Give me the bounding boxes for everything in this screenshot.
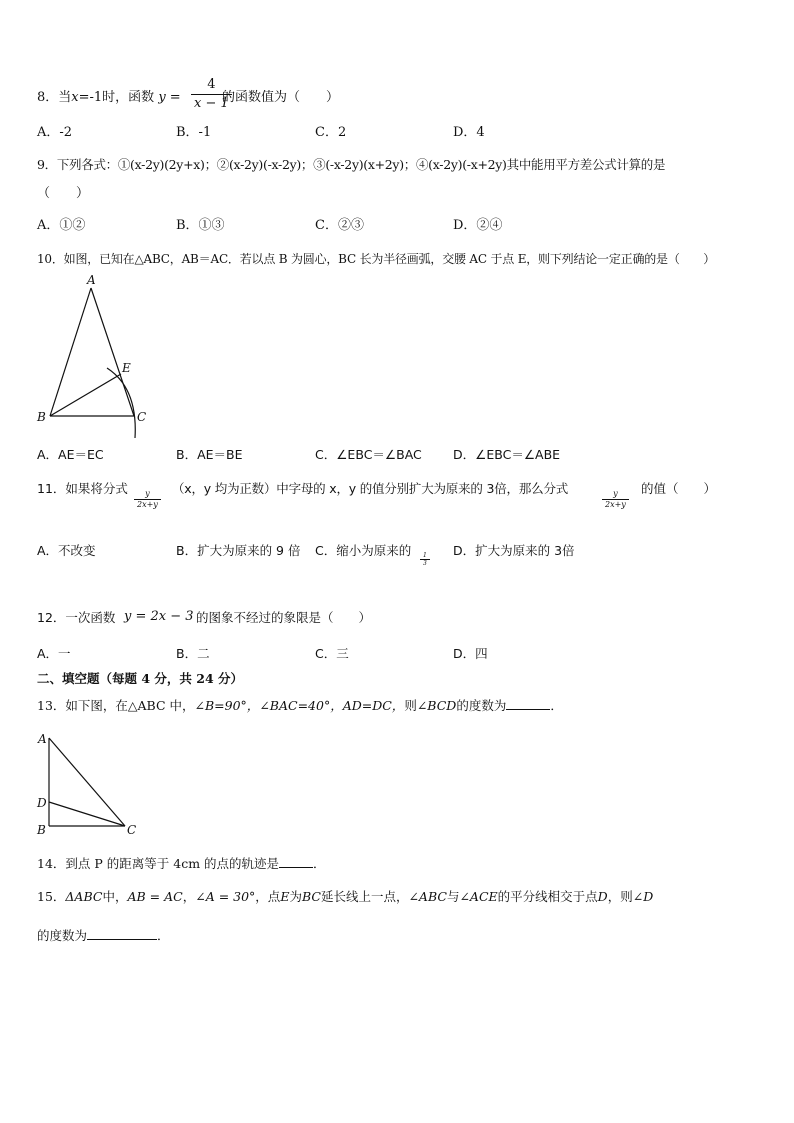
q13-angle-b: ∠B=90°， bbox=[194, 698, 260, 713]
q14-text: 14．到点 P 的距离等于 4cm 的点的轨迹是 bbox=[37, 856, 280, 871]
q11-option-c-denominator: 3 bbox=[420, 559, 430, 567]
q10-label-e: E bbox=[122, 361, 131, 375]
q12-prefix: 12．一次函数 bbox=[37, 610, 116, 625]
q15-text-3: ，点 bbox=[255, 889, 281, 904]
q10-segment-be bbox=[50, 374, 121, 416]
q15-text-4: 为 bbox=[289, 889, 302, 904]
q8-condition: =-1时，函数 bbox=[78, 90, 155, 105]
q8-fraction-denominator: x − 1 bbox=[191, 94, 232, 113]
q11-option-a: A．不改变 bbox=[37, 543, 96, 558]
q9-option-a: A．①② bbox=[37, 218, 86, 233]
q12-option-c: C．三 bbox=[315, 646, 349, 661]
q14-answer-blank[interactable] bbox=[279, 855, 313, 868]
q10-side-ab bbox=[50, 288, 91, 416]
q15-number: 15． bbox=[37, 889, 66, 904]
q9-option-c: C．②③ bbox=[315, 218, 364, 233]
q8-option-a: A．-2 bbox=[37, 125, 73, 140]
q10-option-b: B．AE＝BE bbox=[176, 447, 243, 462]
question-15-line2 bbox=[37, 927, 170, 944]
q11-fraction-2-denominator: 2x+y bbox=[602, 499, 629, 510]
q12-suffix: 的图象不经过的象限是（ ） bbox=[196, 610, 372, 625]
q8-suffix: 的函数值为（ ） bbox=[222, 90, 340, 105]
q10-option-d: D．∠EBC＝∠ABE bbox=[453, 447, 561, 462]
q15-degree-text: 的度数为 bbox=[37, 928, 88, 943]
q10-label-b: B bbox=[37, 410, 46, 424]
q13-angle-bcd: ∠BCD bbox=[416, 698, 457, 713]
q12-option-b: B．二 bbox=[176, 646, 210, 661]
q12-function: y = 2x − 3 bbox=[124, 609, 194, 624]
q10-text: 10．如图，已知在△ABC，AB＝AC．若以点 B 为圆心，BC 长为半径画弧，交腰 AC 于点 E，则下列结论一定正确的是（ ） bbox=[37, 252, 716, 266]
q11-fraction-2 bbox=[602, 489, 629, 510]
q11-fraction-1 bbox=[134, 489, 161, 510]
q9-text-line1: 9．下列各式：①(x-2y)(2y+x)；②(x-2y)(-x-2y)；③(-x-2y)(x+2y)；④(x-2y)(-x+2y)其中能用平方差公式计算的是 bbox=[37, 157, 666, 172]
q15-text-2: ， bbox=[182, 889, 196, 904]
q8-option-d: D．4 bbox=[453, 125, 485, 140]
q13-then: 则 bbox=[404, 698, 417, 713]
q15-answer-blank[interactable] bbox=[87, 927, 157, 940]
q9-option-d: D．②④ bbox=[453, 218, 503, 233]
q11-suffix: 的值（ ） bbox=[641, 481, 717, 496]
q11-fraction-2-numerator: y bbox=[613, 489, 618, 498]
q13-end: ． bbox=[550, 698, 563, 713]
q8-option-c: C．2 bbox=[315, 125, 347, 140]
q12-option-a: A．一 bbox=[37, 646, 71, 661]
q13-prefix: 13．如下图，在△ABC 中， bbox=[37, 698, 195, 713]
q15-angle-ace: ∠ACE bbox=[459, 889, 498, 904]
q11-fraction-1-numerator: y bbox=[145, 489, 150, 498]
q11-option-c-fraction bbox=[420, 552, 430, 567]
question-13 bbox=[37, 697, 563, 714]
q15-point-e: E bbox=[280, 889, 290, 904]
q10-option-c: C．∠EBC＝∠BAC bbox=[315, 447, 422, 462]
q8-y-equals: y = bbox=[158, 90, 181, 105]
q15-text-7: 的平分线相交于点 bbox=[497, 889, 598, 904]
q11-option-d: D．扩大为原来的 3倍 bbox=[453, 543, 575, 558]
q10-option-a: A．AE＝EC bbox=[37, 447, 104, 462]
q8-option-b: B．-1 bbox=[176, 125, 212, 140]
q13-degree-text: 的度数为 bbox=[456, 698, 507, 713]
q13-triangle-figure bbox=[30, 728, 150, 838]
q13-label-a: A bbox=[38, 732, 47, 746]
q10-label-c: C bbox=[137, 410, 147, 424]
q13-angle-bac: ∠BAC=40°， bbox=[259, 698, 343, 713]
q13-answer-blank[interactable] bbox=[506, 697, 550, 710]
q15-bc: BC bbox=[301, 889, 321, 904]
q15-ab-ac: AB = AC bbox=[127, 889, 183, 904]
q8-prefix: 8．当 bbox=[37, 90, 72, 105]
q11-middle-text: （x，y 均为正数）中字母的 x，y 的值分别扩大为原来的 3倍，那么分式 bbox=[172, 481, 569, 496]
q13-ad-dc: AD=DC， bbox=[342, 698, 405, 713]
q11-prefix: 11．如果将分式 bbox=[37, 481, 128, 496]
q13-label-d: D bbox=[37, 796, 47, 810]
q13-label-b: B bbox=[37, 823, 46, 837]
q10-side-ac bbox=[91, 288, 134, 416]
q10-label-a: A bbox=[87, 273, 96, 287]
q15-end: ． bbox=[157, 928, 170, 943]
section-fill-in-heading: 二、填空题（每题 4 分，共 24 分） bbox=[37, 671, 244, 686]
q15-text-6: 与 bbox=[446, 889, 460, 904]
q14-end: ． bbox=[313, 856, 326, 871]
question-8 bbox=[37, 90, 181, 106]
q13-label-c: C bbox=[127, 823, 137, 837]
q9-text-line2: （ ） bbox=[37, 186, 90, 201]
question-14 bbox=[37, 855, 326, 872]
q12-option-d: D．四 bbox=[453, 646, 488, 661]
q11-fraction-1-denominator: 2x+y bbox=[134, 499, 161, 510]
q15-text-8: ，则 bbox=[607, 889, 633, 904]
q13-segment-dc bbox=[49, 802, 125, 826]
q13-side-ac bbox=[49, 738, 125, 826]
q11-option-c-numerator: 1 bbox=[423, 552, 427, 559]
q10-triangle-figure bbox=[30, 270, 160, 440]
question-15-line1 bbox=[37, 889, 653, 905]
q15-text-5: 延长线上一点， bbox=[320, 889, 409, 904]
q9-option-b: B．①③ bbox=[176, 218, 225, 233]
q11-option-c: C．缩小为原来的 bbox=[315, 543, 412, 558]
q8-var-x: x bbox=[71, 90, 79, 105]
q15-angle-a: ∠A = 30° bbox=[195, 889, 256, 904]
q15-angle-abc: ∠ABC bbox=[408, 889, 447, 904]
q8-fraction-numerator: 4 bbox=[207, 77, 216, 92]
q15-point-d: D bbox=[597, 889, 608, 904]
q15-text-1: 中， bbox=[102, 889, 128, 904]
q15-triangle: ΔABC bbox=[65, 889, 103, 904]
q15-angle-d: ∠D bbox=[632, 889, 654, 904]
q11-option-b: B．扩大为原来的 9 倍 bbox=[176, 543, 301, 558]
